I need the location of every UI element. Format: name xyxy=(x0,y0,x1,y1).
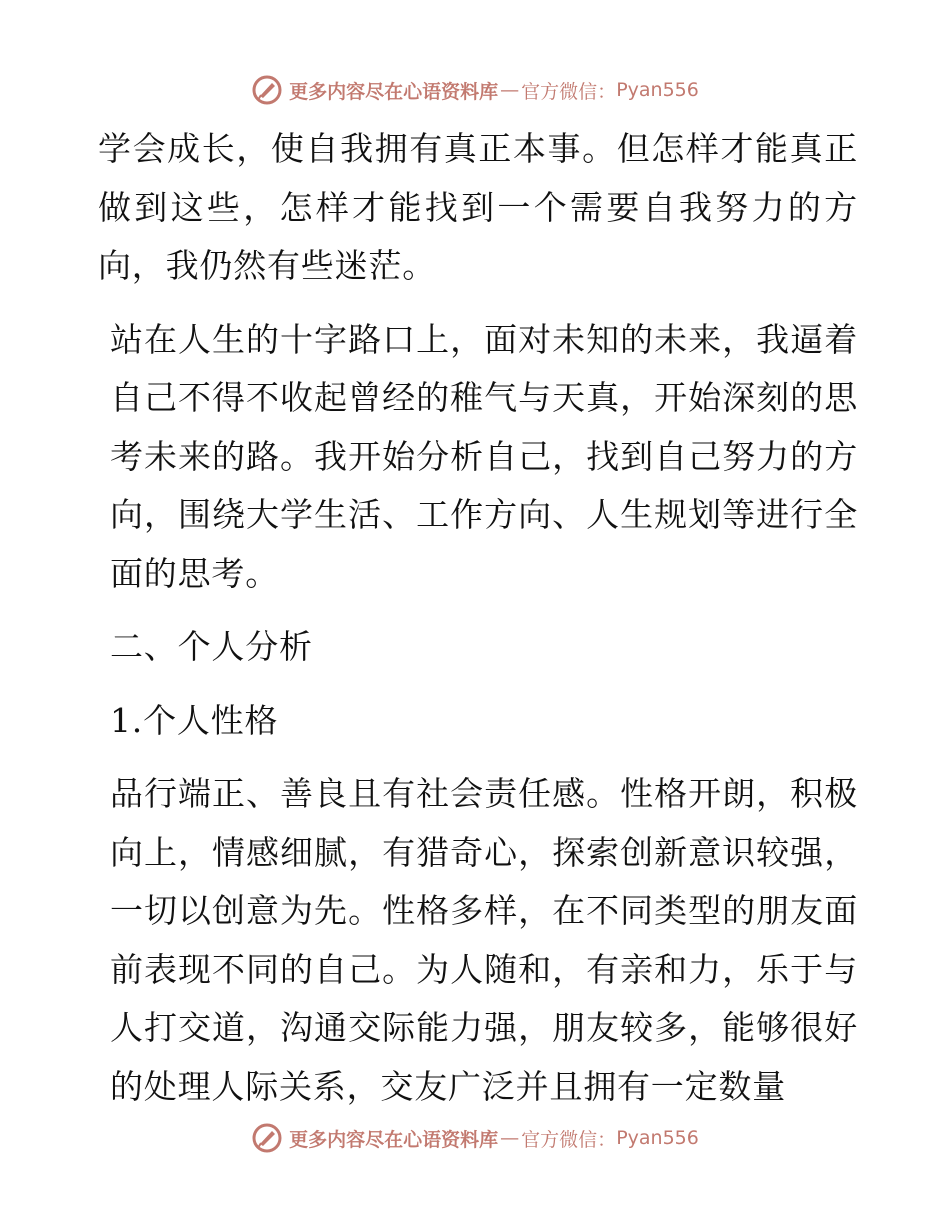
banner-text: 更多内容尽在心语资料库 xyxy=(289,1128,499,1151)
wechat-id: Pyan556 xyxy=(616,1127,699,1149)
paragraph-personality: 品行端正、善良且有社会责任感。性格开朗，积极向上，情感细腻，有猎奇心，探索创新意识较强，一切以创意为先。性格多样，在不同类型的朋友面前表现不同的自己。为人随和，有亲和力，乐于与人打交道，沟通交际能力强，朋友较多，能够很好的处理人际关系，交友广泛并且拥有一定数量 xyxy=(110,774,858,1106)
banner-dash: — xyxy=(500,79,520,101)
wechat-id: Pyan556 xyxy=(616,79,699,101)
feather-pen-logo-icon xyxy=(251,1122,283,1154)
feather-pen-logo-icon xyxy=(251,74,283,106)
header-watermark-banner xyxy=(0,70,950,110)
footer-watermark-banner xyxy=(0,1118,950,1158)
banner-dash: — xyxy=(500,1127,520,1149)
paragraph-growth: 学会成长，使自我拥有真正本事。但怎样才能真正做到这些，怎样才能找到一个需要自我努力的方向，我仍然有些迷茫。 xyxy=(98,129,858,285)
wechat-label: 官方微信： xyxy=(521,80,617,103)
document-body xyxy=(98,120,858,1131)
subheading-personality: 1.个人性格 xyxy=(110,700,279,740)
banner-text: 更多内容尽在心语资料库 xyxy=(289,80,499,103)
paragraph-crossroads: 站在人生的十字路口上，面对未知的未来，我逼着自己不得不收起曾经的稚气与天真，开始深刻的思考未来的路。我开始分析自己，找到自己努力的方向，围绕大学生活、工作方向、人生规划等进行全面的思考。 xyxy=(110,319,858,593)
wechat-label: 官方微信： xyxy=(521,1128,617,1151)
section-heading-personal-analysis: 二、个人分析 xyxy=(110,627,313,666)
